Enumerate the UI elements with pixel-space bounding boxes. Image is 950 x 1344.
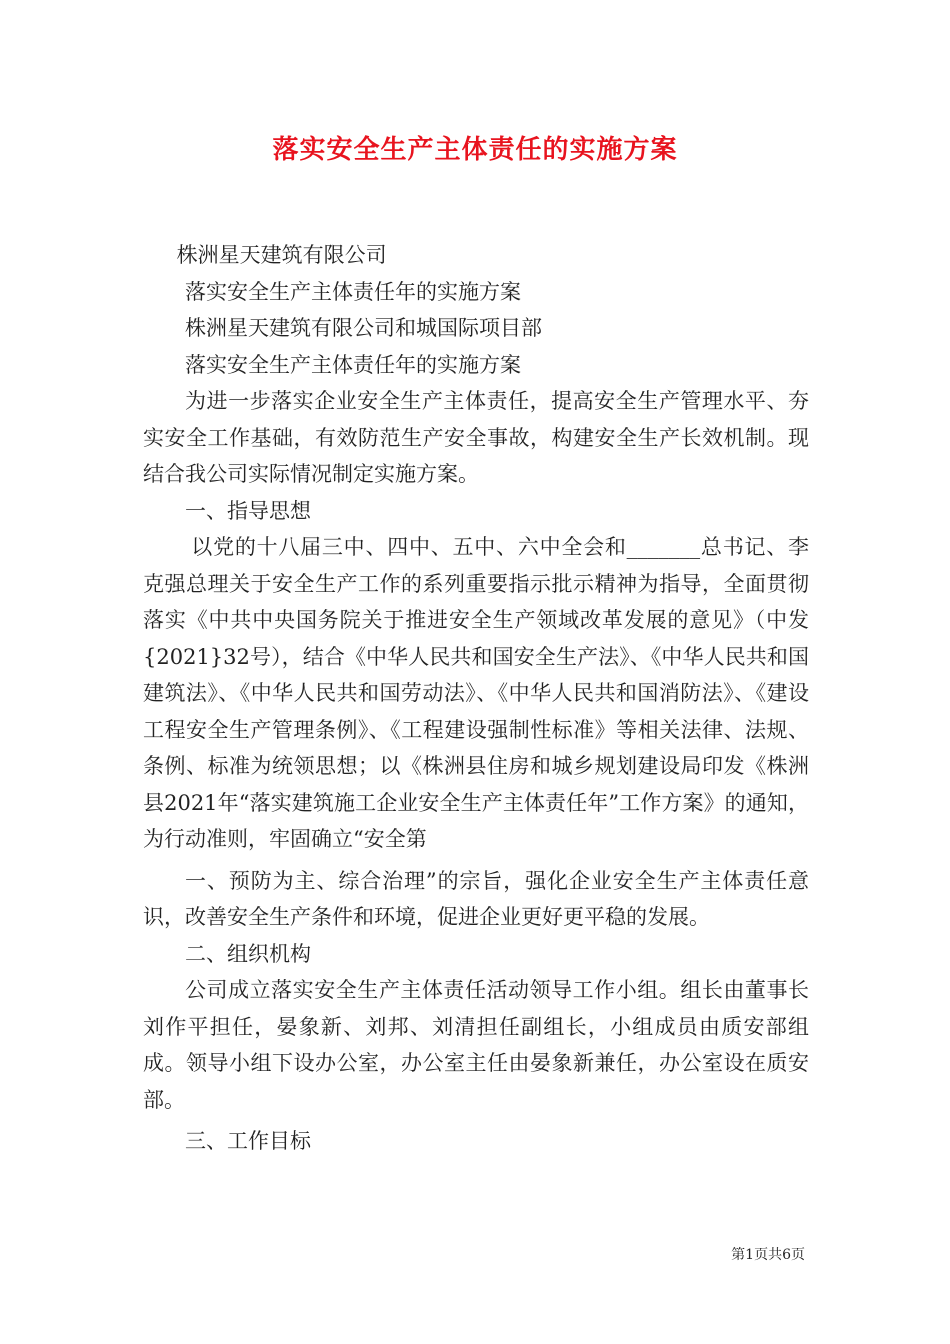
page-indicator: 第1页共6页: [731, 1247, 805, 1263]
paragraph-intro: 为进一步落实企业安全生产主体责任，提高安全生产管理水平、夯实安全工作基础，有效防范生产安全事故，构建安全生产长效机制。现结合我公司实际情况制定实施方案。: [143, 389, 809, 486]
section-heading-guiding: 一、指导思想: [185, 498, 311, 523]
paragraph-organization: 公司成立落实安全生产主体责任活动领导工作小组。组长由董事长刘作平担任，晏象新、刘邦、刘清担任副组长，小组成员由质安部组成。领导小组下设办公室，办公室主任由晏象新兼任，办公室设在质安部。: [143, 978, 809, 1112]
paragraph-company: 株洲星天建筑有限公司: [176, 243, 387, 267]
paragraph-subtitle-2: 落实安全生产主体责任年的实施方案: [185, 352, 521, 377]
paragraph-subtitle-1: 落实安全生产主体责任年的实施方案: [185, 279, 521, 304]
section-heading-goals: 三、工作目标: [185, 1129, 311, 1153]
paragraph-project-dept: 株洲星天建筑有限公司和城国际项目部: [185, 316, 542, 340]
page-title: 落实安全生产主体责任的实施方案: [272, 135, 678, 165]
paragraph-purpose: 一、预防为主、综合治理”的宗旨，强化企业安全生产主体责任意识，改善安全生产条件和环境，促进企业更好更平稳的发展。: [143, 868, 809, 929]
section-heading-organization: 二、组织机构: [185, 941, 311, 966]
paragraph-guiding: 以党的十八届三中、四中、五中、六中全会和_______总书记、李克强总理关于安全生产工作的系列重要指示批示精神为指导，全面贯彻落实《中共中央国务院关于推进安全生产领域改革发展的意见》（中发{2021}32号），结合《中华人民共和国安全生产法》、《中华人民共和国建筑法》、《中华人民共和国劳动法》、《中华人民共和国消防法》、《建设工程安全生产管理条例》、《工程建设强制性标准》等相关法律、法规、条例、标准为统领思想；以《株洲县住房和城乡规划建设局印发《株洲县2021年“落实建筑施工企业安全生产主体责任年”工作方案》的通知，为行动准则，牢固确立“安全第: [143, 535, 809, 851]
document-body: [143, 237, 809, 1160]
